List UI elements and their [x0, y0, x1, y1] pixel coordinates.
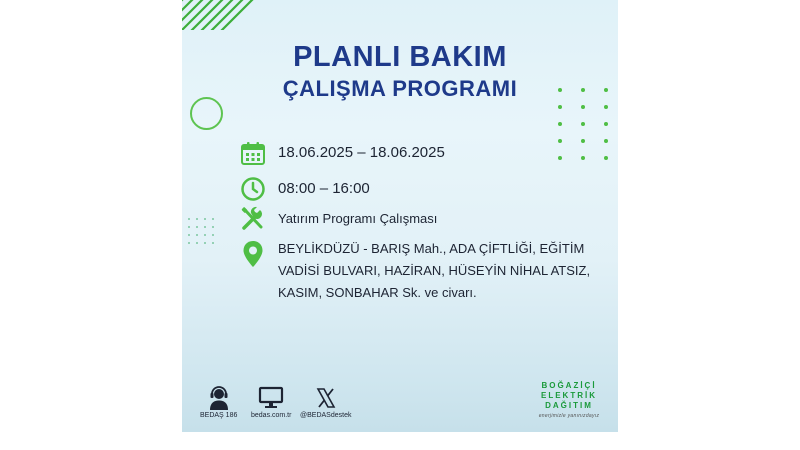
brand-line-2: ELEKTRİK: [541, 391, 597, 400]
x-logo-icon: [315, 386, 337, 410]
time-range: 08:00 – 16:00: [278, 180, 370, 197]
brand-tagline: enerjimizle yanınızdayız: [538, 413, 600, 419]
web-label: bedas.com.tr: [251, 412, 292, 419]
decorative-stripes: [182, 0, 292, 30]
footer-web[interactable]: [251, 386, 291, 419]
brand-line-1: BOĞAZİÇİ: [541, 381, 597, 390]
date-row: [240, 140, 445, 166]
footer-phone[interactable]: [200, 386, 237, 419]
monitor-icon: [258, 386, 284, 410]
work-type-row: [240, 206, 437, 232]
clock-icon: [240, 176, 266, 202]
location-pin-icon: [240, 238, 266, 268]
calendar-icon: [240, 140, 266, 166]
brand-logo: [534, 381, 604, 421]
support-agent-icon: [207, 386, 231, 410]
phone-label: BEDAŞ 186: [200, 412, 238, 419]
social-label: @BEDASdestek: [300, 412, 352, 419]
location-text: BEYLİKDÜZÜ - BARIŞ Mah., ADA ÇİFTLİĞİ, EĞİTİM VADİSİ BULVARI, HAZİRAN, HÜSEYİN NİHAL ATSIZ, KASIM, SONBAHAR Sk. ve civarı.: [278, 241, 591, 300]
date-range: 18.06.2025 – 18.06.2025: [278, 144, 445, 161]
brand-line-3: DAĞITIM: [545, 401, 593, 410]
page-title: PLANLI BAKIM: [293, 41, 507, 73]
footer-social[interactable]: [300, 386, 351, 419]
maintenance-card: [182, 0, 618, 432]
location-row: [240, 238, 618, 304]
page-subtitle: ÇALIŞMA PROGRAMI: [282, 76, 518, 101]
work-type: Yatırım Programı Çalışması: [278, 211, 438, 226]
time-row: [240, 176, 370, 202]
tools-icon: [240, 206, 266, 232]
